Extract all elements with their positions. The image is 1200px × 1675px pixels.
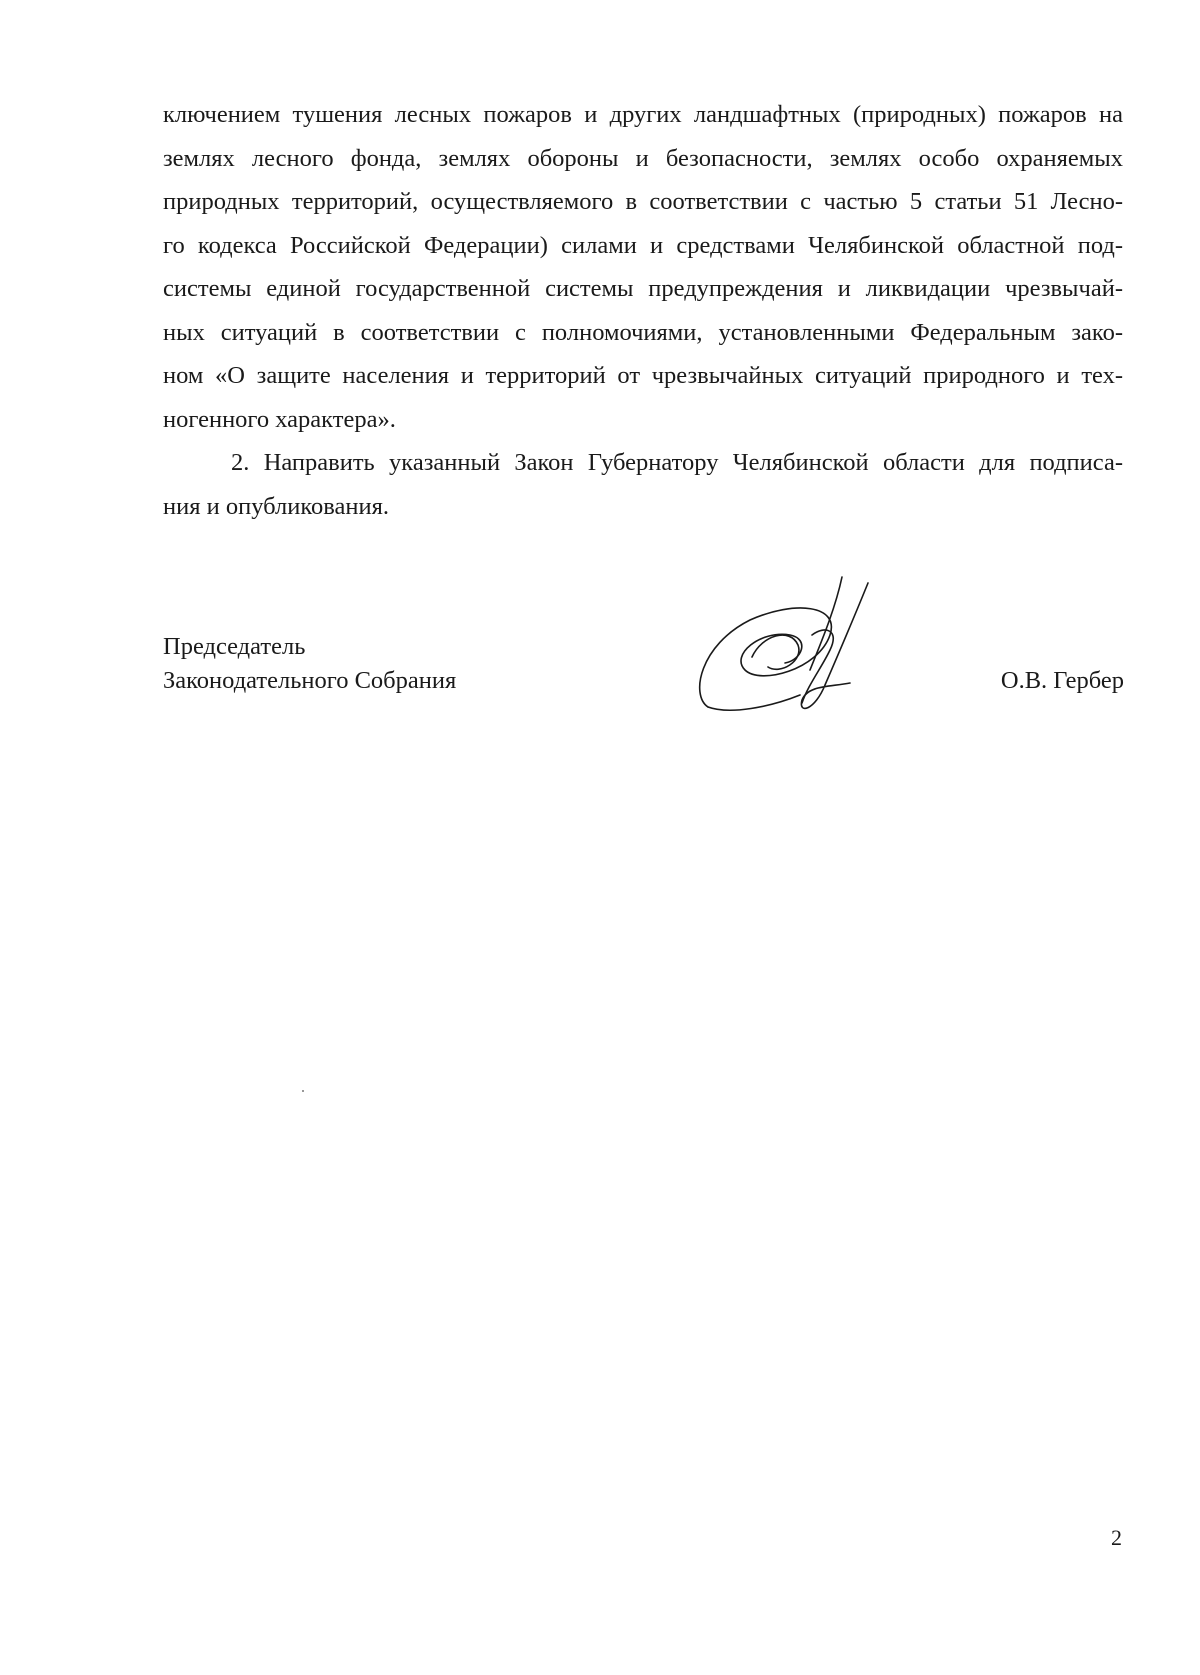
signatory-title-line: Законодательного Собрания [163, 667, 457, 694]
paragraph1-line: го кодекса Российской Федерации) силами и средствами Челябинской областной под- [163, 231, 1123, 259]
paragraph1-line: ном «О защите населения и территорий от чрезвычайных ситуаций природного и тех- [163, 362, 1123, 389]
scan-speck [302, 1090, 304, 1092]
paragraph1-line: системы единой государственной системы предупреждения и ликвидации чрезвычай- [163, 275, 1123, 302]
paragraph1-line: природных территорий, осуществляемого в соответствии с частью 5 статьи 51 Лесно- [163, 188, 1123, 215]
page-number: 2 [1111, 1525, 1122, 1550]
signatory-title-line: Председатель [163, 633, 306, 660]
paragraph1-line: ногенного характера». [163, 405, 396, 433]
paragraph2-line: 2. Направить указанный Закон Губернатору Челябинской области для подписа- [231, 449, 1123, 476]
handwritten-signature [690, 575, 920, 725]
signatory-title [163, 630, 456, 698]
document-body [163, 93, 1123, 528]
paragraph1-line: ключением тушения лесных пожаров и других ландшафтных (природных) пожаров на [163, 101, 1123, 128]
paragraph2-line: ния и опубликования. [163, 492, 389, 520]
paragraph1-line: землях лесного фонда, землях обороны и безопасности, землях особо охраняемых [163, 144, 1123, 172]
signatory-name: О.В. Гербер [1000, 667, 1124, 694]
paragraph1-line: ных ситуаций в соответствии с полномочиями, установленными Федеральным зако- [163, 318, 1123, 346]
